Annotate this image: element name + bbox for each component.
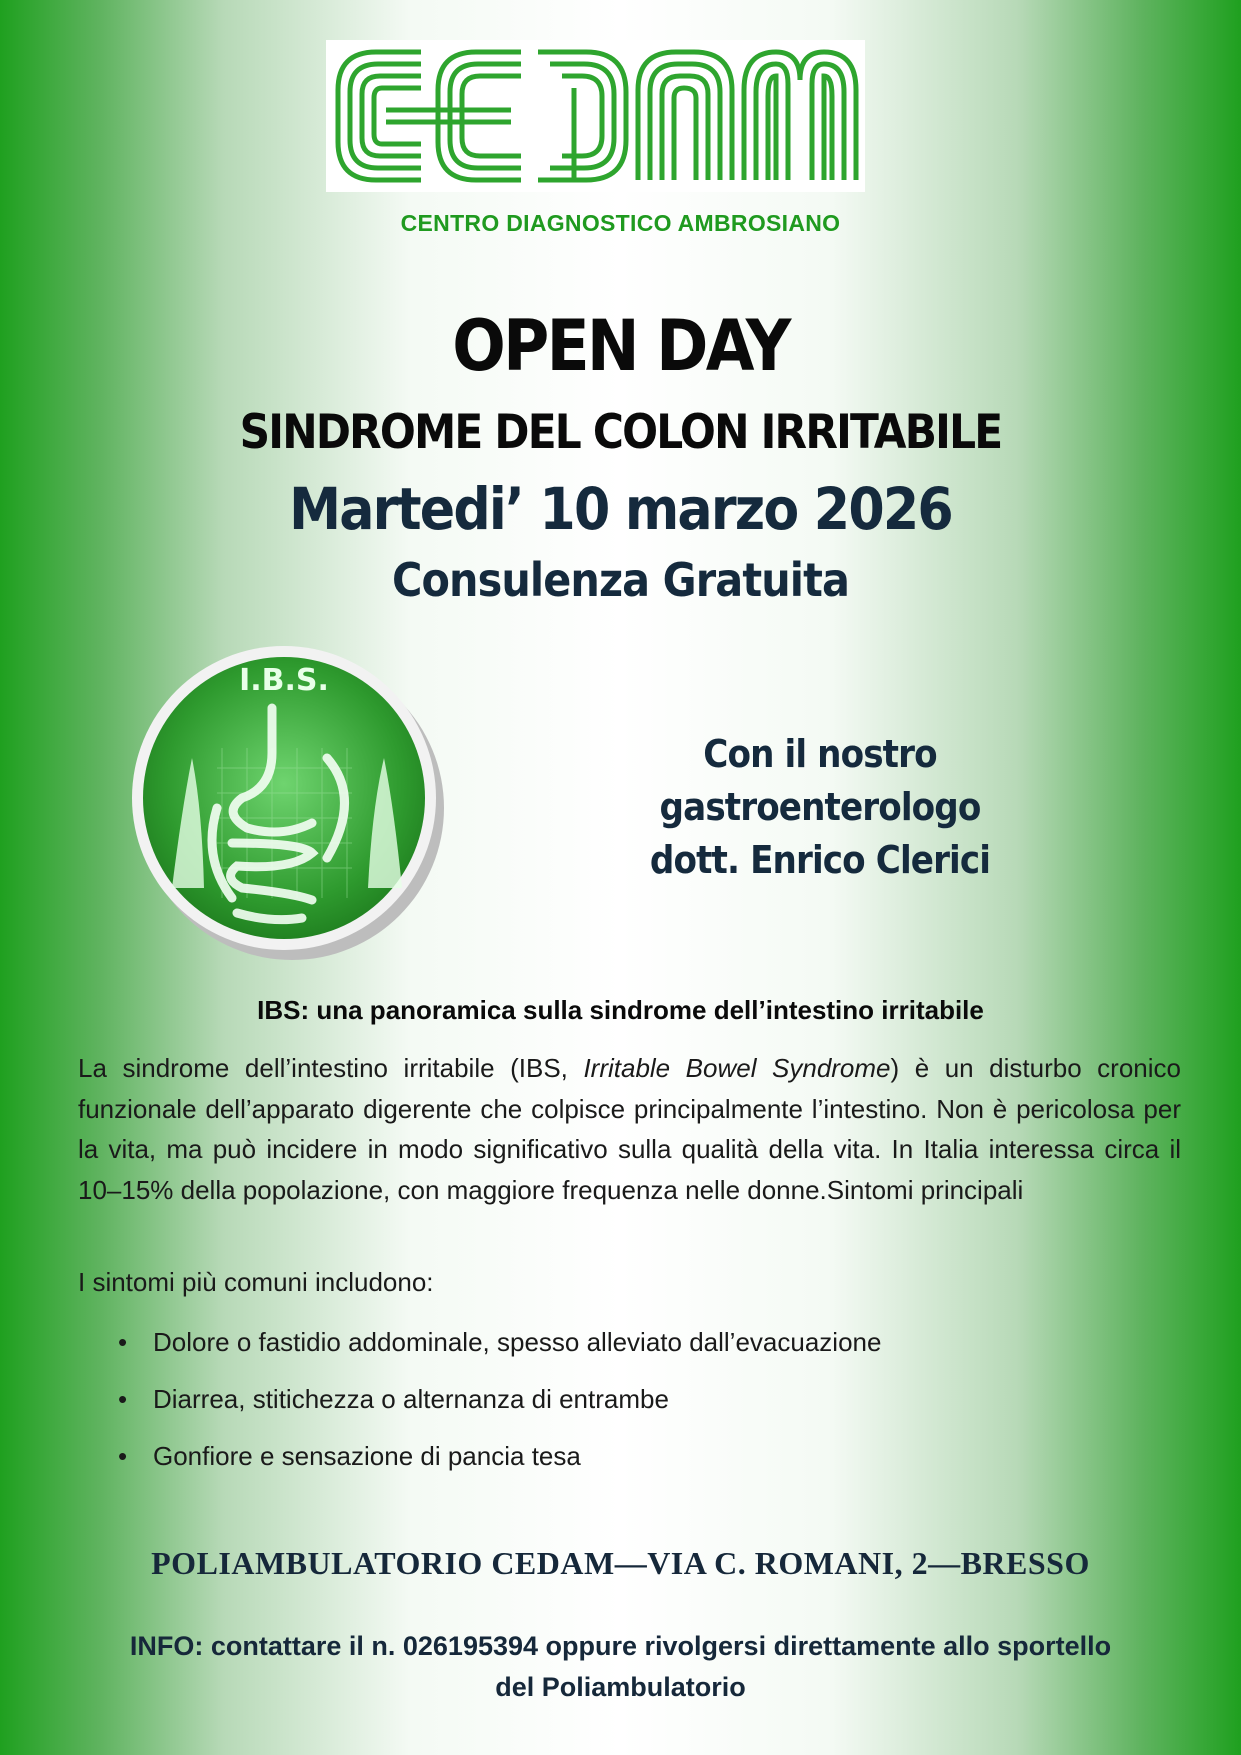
- ibs-label: I.B.S.: [239, 663, 329, 698]
- symptom-text: Diarrea, stitichezza o alternanza di entrambe: [153, 1384, 669, 1414]
- event-date: Martedi’ 10 marzo 2026: [289, 475, 952, 543]
- clinic-address: POLIAMBULATORIO CEDAM—VIA C. ROMANI, 2—BRESSO: [151, 1545, 1090, 1581]
- doctor-name: dott. Enrico Clerici: [649, 838, 991, 882]
- bullet-icon: •: [118, 1384, 128, 1414]
- event-offer: Consulenza Gratuita: [391, 553, 850, 607]
- paragraph-text-end: ) è un disturbo cronico funzionale dell’apparato digerente che colpisce principalmente l’intestino. Non è pericolosa per la vita, ma può incidere in modo significativo sulla qualità della vita. In Italia interessa circa il 10–15% della popolazione, con maggiore frequenza nelle donne.Sintomi principali: [78, 1053, 1181, 1205]
- article-title: IBS: una panoramica sulla sindrome dell’intestino irritabile: [257, 995, 984, 1025]
- intestine-icon: [122, 638, 448, 964]
- contact-info: [0, 1626, 1241, 1708]
- contact-line2: del Poliambulatorio: [495, 1672, 746, 1702]
- symptom-text: Dolore o fastidio addominale, spesso alleviato dall’evacuazione: [153, 1327, 882, 1357]
- list-item: [78, 1379, 881, 1436]
- list-item: [78, 1436, 881, 1493]
- event-subject: SINDROME DEL COLON IRRITABILE: [239, 405, 1002, 460]
- symptoms-list: [78, 1322, 881, 1493]
- list-item: [78, 1322, 881, 1379]
- doctor-line1: Con il nostro gastroenterologo: [659, 732, 981, 829]
- bullet-icon: •: [118, 1441, 128, 1471]
- cedam-logo: [326, 40, 865, 192]
- event-title: OPEN DAY: [452, 305, 789, 387]
- doctor-info: [550, 728, 1090, 887]
- article-paragraph: [78, 1048, 1181, 1210]
- symptom-text: Gonfiore e sensazione di pancia tesa: [153, 1441, 581, 1471]
- contact-line1: INFO: contattare il n. 026195394 oppure rivolgersi direttamente allo sportello: [129, 1631, 1112, 1661]
- logo-subtitle: CENTRO DIAGNOSTICO AMBROSIANO: [400, 210, 841, 236]
- bullet-icon: •: [118, 1327, 128, 1357]
- cedam-logo-icon: [326, 40, 865, 192]
- paragraph-italic: Irritable Bowel Syndrome: [583, 1053, 891, 1083]
- paragraph-text-start: La sindrome dell’intestino irritabile (IBS,: [78, 1053, 584, 1083]
- ibs-illustration: [122, 638, 448, 964]
- symptoms-intro: I sintomi più comuni includono:: [78, 1267, 434, 1297]
